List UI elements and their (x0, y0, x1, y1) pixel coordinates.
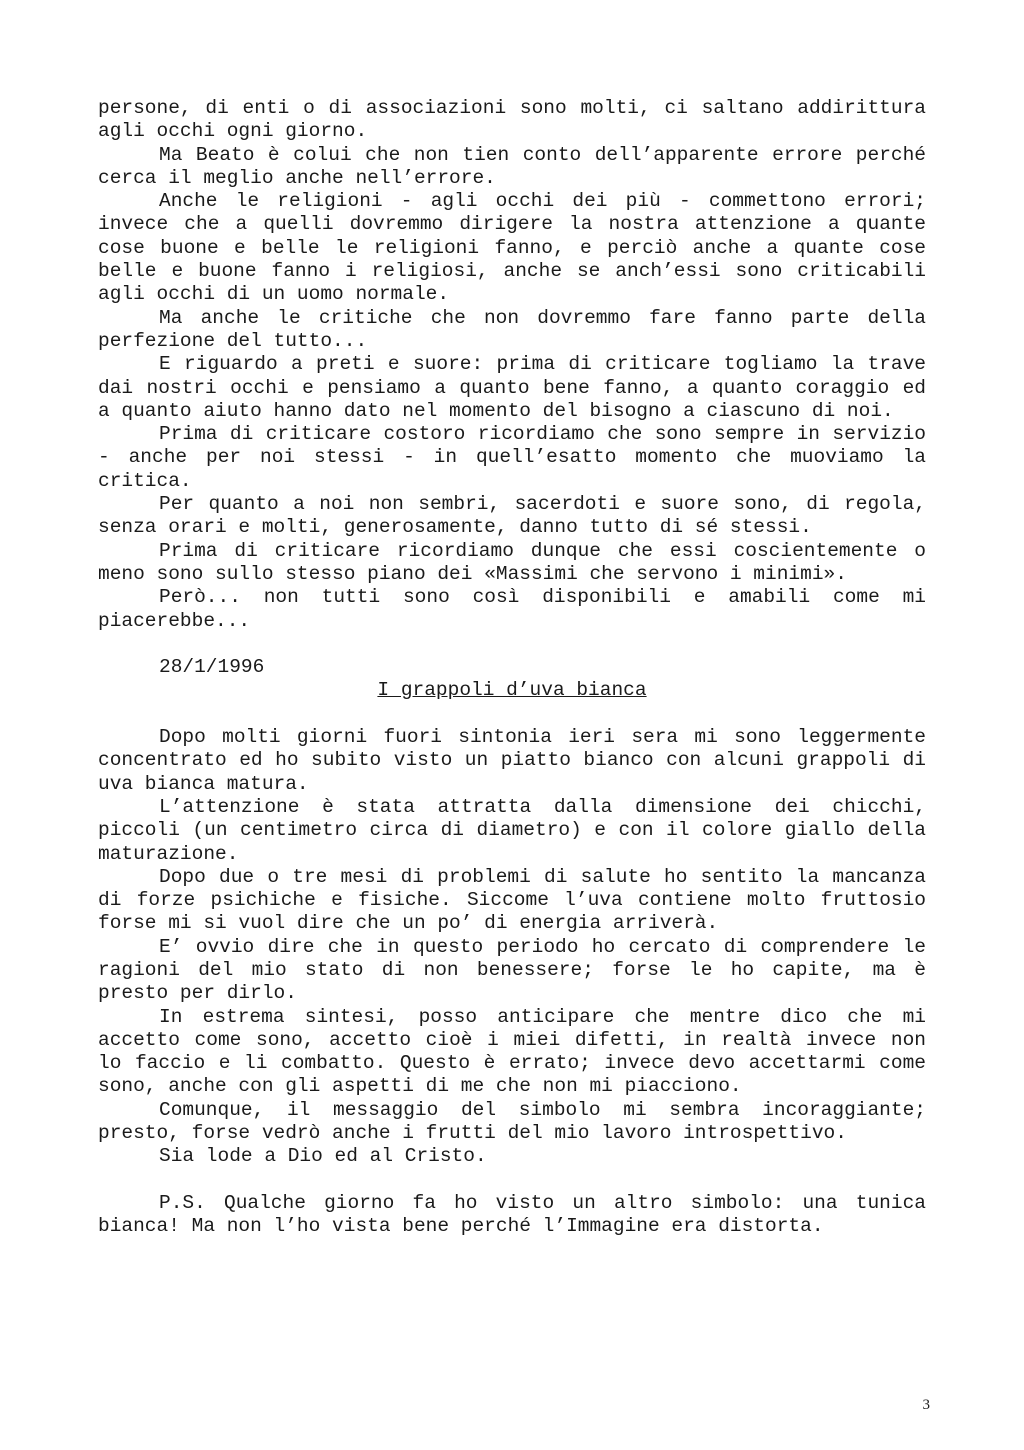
paragraph: Anche le religioni - agli occhi dei più - commettono errori; invece che a quelli dovremmo dirigere la nostra attenzione a quante cose buone e belle le religioni fanno, e perciò anche a quante cose belle e buone fanno i religiosi, anche se anch’essi sono criticabili agli occhi di un uomo normale. (98, 190, 926, 306)
blank-line (98, 633, 926, 656)
paragraph: E riguardo a preti e suore: prima di criticare togliamo la trave dai nostri occhi e pensiamo a quanto bene fanno, a quanto coraggio ed a quanto aiuto hanno dato nel momento del bisogno a ciascuno di noi. (98, 353, 926, 422)
paragraph: E’ ovvio dire che in questo periodo ho cercato di comprendere le ragioni del mio stato di non benessere; forse le ho capite, ma è presto per dirlo. (98, 935, 926, 1005)
page-number: 3 (922, 1397, 930, 1413)
paragraph: In estrema sintesi, posso anticipare che mentre dico che mi accetto come sono, accetto cioè i miei difetti, in realtà invece non lo faccio e li combatto. Questo è errato; invece devo accettarmi come sono, anche con gli aspetti di me che non mi piacciono. (98, 1005, 926, 1098)
paragraph: Ma anche le critiche che non dovremmo fare fanno parte della perfezione del tutto... (98, 306, 926, 352)
blank-line (98, 1169, 926, 1192)
paragraph: Dopo molti giorni fuori sintonia ieri sera mi sono leggermente concentrato ed ho subito visto un piatto bianco con alcuni grappoli di uva bianca matura. (98, 726, 926, 795)
paragraph: Ma Beato è colui che non tien conto dell’apparente errore perché cerca il meglio anche nell’errore. (98, 143, 926, 189)
paragraph: Prima di criticare ricordiamo dunque che essi coscientemente o meno sono sullo stesso piano dei «Massimi che servono i minimi». (98, 539, 926, 585)
entry-date: 28/1/1996 (159, 656, 265, 679)
blank-line (98, 703, 926, 726)
section-title: I grappoli d’uva bianca (377, 679, 647, 702)
paragraph: persone, di enti o di associazioni sono molti, ci saltano addirittura agli occhi ogni giorno. (98, 97, 926, 143)
postscript: P.S. Qualche giorno fa ho visto un altro simbolo: una tunica bianca! Ma non l’ho vista bene perché l’Immagine era distorta. (98, 1191, 926, 1238)
page-body (98, 97, 926, 1239)
paragraph: L’attenzione è stata attratta dalla dimensione dei chicchi, piccoli (un centimetro circa di diametro) e con il colore giallo della maturazione. (98, 795, 926, 865)
paragraph: Sia lode a Dio ed al Cristo. (159, 1145, 487, 1168)
paragraph: Per quanto a noi non sembri, sacerdoti e suore sono, di regola, senza orari e molti, generosamente, danno tutto di sé stessi. (98, 493, 926, 539)
paragraph: Comunque, il messaggio del simbolo mi sembra incoraggiante; presto, forse vedrò anche i frutti del mio lavoro introspettivo. (98, 1098, 926, 1145)
paragraph: Prima di criticare costoro ricordiamo che sono sempre in servizio - anche per noi stessi - in quell’esatto momento che muoviamo la critica. (98, 423, 926, 492)
paragraph: Dopo due o tre mesi di problemi di salute ho sentito la mancanza di forze psichiche e fisiche. Siccome l’uva contiene molto fruttosio forse mi si vuol dire che un po’ di energia arriverà. (98, 865, 926, 935)
paragraph: Però... non tutti sono così disponibili e amabili come mi piacerebbe... (98, 586, 926, 632)
